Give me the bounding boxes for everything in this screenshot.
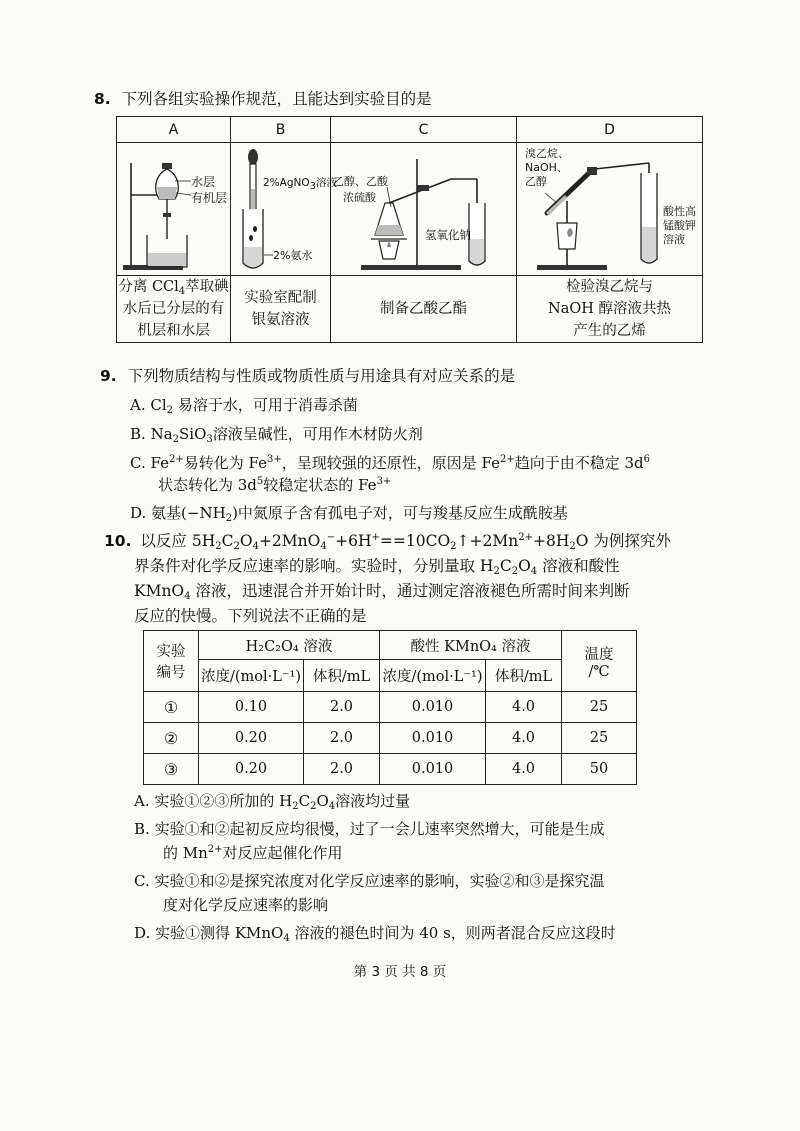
q8-d-kmno4-label-3: 溶液 [663,233,685,246]
q10-th-temperature: 温度 /℃ [562,631,637,692]
q8-number: 8. [94,90,111,108]
q8-apparatus-table [116,116,703,343]
q8-header-b: B [231,117,331,143]
q9-option-b: B. $Na_2SiO_3$溶液呈碱性，可用作木材防火剂 [130,425,423,445]
q8-d-kmno4-label-1: 酸性高 [663,205,696,218]
q8-d-reagent-label-1: 溴乙烷、 [525,147,569,160]
q10-data-table [143,630,637,785]
q8-header-d: D [517,117,703,143]
q10-number: 10. [104,532,132,550]
q8-desc-d: 检验溴乙烷与 NaOH 醇溶液共热 产生的乙烯 [517,276,703,343]
q9-option-a: A. $Cl_2$ 易溶于水，可用于消毒杀菌 [130,396,358,416]
q8-d-reagent-label-2: NaOH、 [525,161,568,174]
q10-th-vol-2: 体积/mL [486,660,562,692]
q8-figure-a [117,143,231,276]
q10-option-c-line1: C. 实验①和②是探究浓度对化学反应速率的影响，实验②和③是探究温 [134,872,605,890]
q8-a-organic-label: 有机层 [191,191,228,205]
table-row: ③ 0.20 2.0 0.010 4.0 50 [144,754,637,785]
q9-option-c-line1: C. $Fe^{2+}$易转化为 $Fe^{3+}$，呈现较强的还原性，原因是 $Fe^{2+}$趋向于由不稳定 $3d^6$ [130,454,651,472]
page-footer: 第 3 页 共 8 页 [353,964,447,980]
q8-header-a: A [117,117,231,143]
q8-desc-c: 制备乙酸乙酯 [331,276,517,343]
q8-d-kmno4-label-2: 锰酸钾 [663,219,696,232]
q9-stem-line [100,365,515,387]
q10-th-oxalic: H₂C₂O₄ 溶液 [199,631,380,660]
q8-c-reagent-label-2: 浓硫酸 [343,191,376,204]
q8-b-ammonia-label: 2%氨水 [273,249,313,262]
q8-figure-d [517,143,703,276]
q9-stem: 下列物质结构与性质或物质性质与用途具有对应关系的是 [127,367,516,385]
q10-option-a: A. 实验①②③所加的 $H_2C_2O_4$溶液均过量 [134,792,411,812]
q8-stem-line [94,88,432,110]
q10-option-d-line1: D. 实验①测得 KMnO$_4$ 溶液的褪色时间为 40 s，则两者混合反应这段时 [134,924,616,944]
q10-th-kmno4: 酸性 KMnO₄ 溶液 [380,631,562,660]
q10-stem-line2: 界条件对化学反应速率的影响。实验时，分别量取 $H_2C_2O_4$ 溶液和酸性 [134,557,620,577]
q8-a-water-label: 水层 [191,175,216,189]
q9-number: 9. [100,367,117,385]
q8-figure-b [231,143,337,276]
q9-option-d: D. 氨基$(-NH_2)$中氮原子含有孤电子对，可与羧基反应生成酰胺基 [130,504,568,524]
q10-option-b-line2: 的 $Mn^{2+}$对反应起催化作用 [163,844,343,862]
q8-desc-a: 分离 CCl$_4$萃取碘 水后已分层的有 机层和水层 [117,276,231,343]
ester-preparation-figure [331,143,517,275]
q8-stem: 下列各组实验操作规范，且能达到实验目的是 [121,90,432,108]
q10-stem-line3: KMnO$_4$ 溶液，迅速混合并开始计时，通过测定溶液褪色所需时间来判断 [134,582,630,602]
q10-option-c-line2: 度对化学反应速率的影响 [163,896,329,914]
table-row: ① 0.10 2.0 0.010 4.0 25 [144,692,637,723]
q8-figure-c [331,143,517,276]
table-row: ② 0.20 2.0 0.010 4.0 25 [144,723,637,754]
separatory-funnel-figure [117,143,231,275]
q10-option-b-line1: B. 实验①和②起初反应均很慢，过了一会儿速率突然增大，可能是生成 [134,820,605,838]
q10-th-conc-2: 浓度/(mol·L⁻¹) [380,660,486,692]
q8-c-naoh-label: 氢氧化钠 [425,228,471,242]
q8-d-reagent-label-3: 乙醇 [525,175,547,188]
q10-th-vol-1: 体积/mL [304,660,380,692]
q8-header-c: C [331,117,517,143]
q10-th-experiment: 实验 编号 [144,631,199,692]
q10-th-conc-1: 浓度/(mol·L⁻¹) [199,660,304,692]
q8-c-reagent-label-1: 乙醇、乙酸 [333,175,388,188]
q9-option-c-line2: 状态转化为 $3d^5$较稳定状态的 $Fe^{3+}$ [158,476,392,494]
q10-stem-line1: 10. 以反应 $5H_2C_2O_4+2MnO_4^-+6H^+==10CO_2↑+2Mn^{2+}+8H_2O$ 为例探究外 [104,532,671,552]
q10-stem-line4: 反应的快慢。下列说法不正确的是 [134,607,367,625]
q8-desc-b: 实验室配制 银氨溶液 [231,276,331,343]
q8-b-agno3-label: 2%AgNO$_3$溶液 [263,177,337,192]
